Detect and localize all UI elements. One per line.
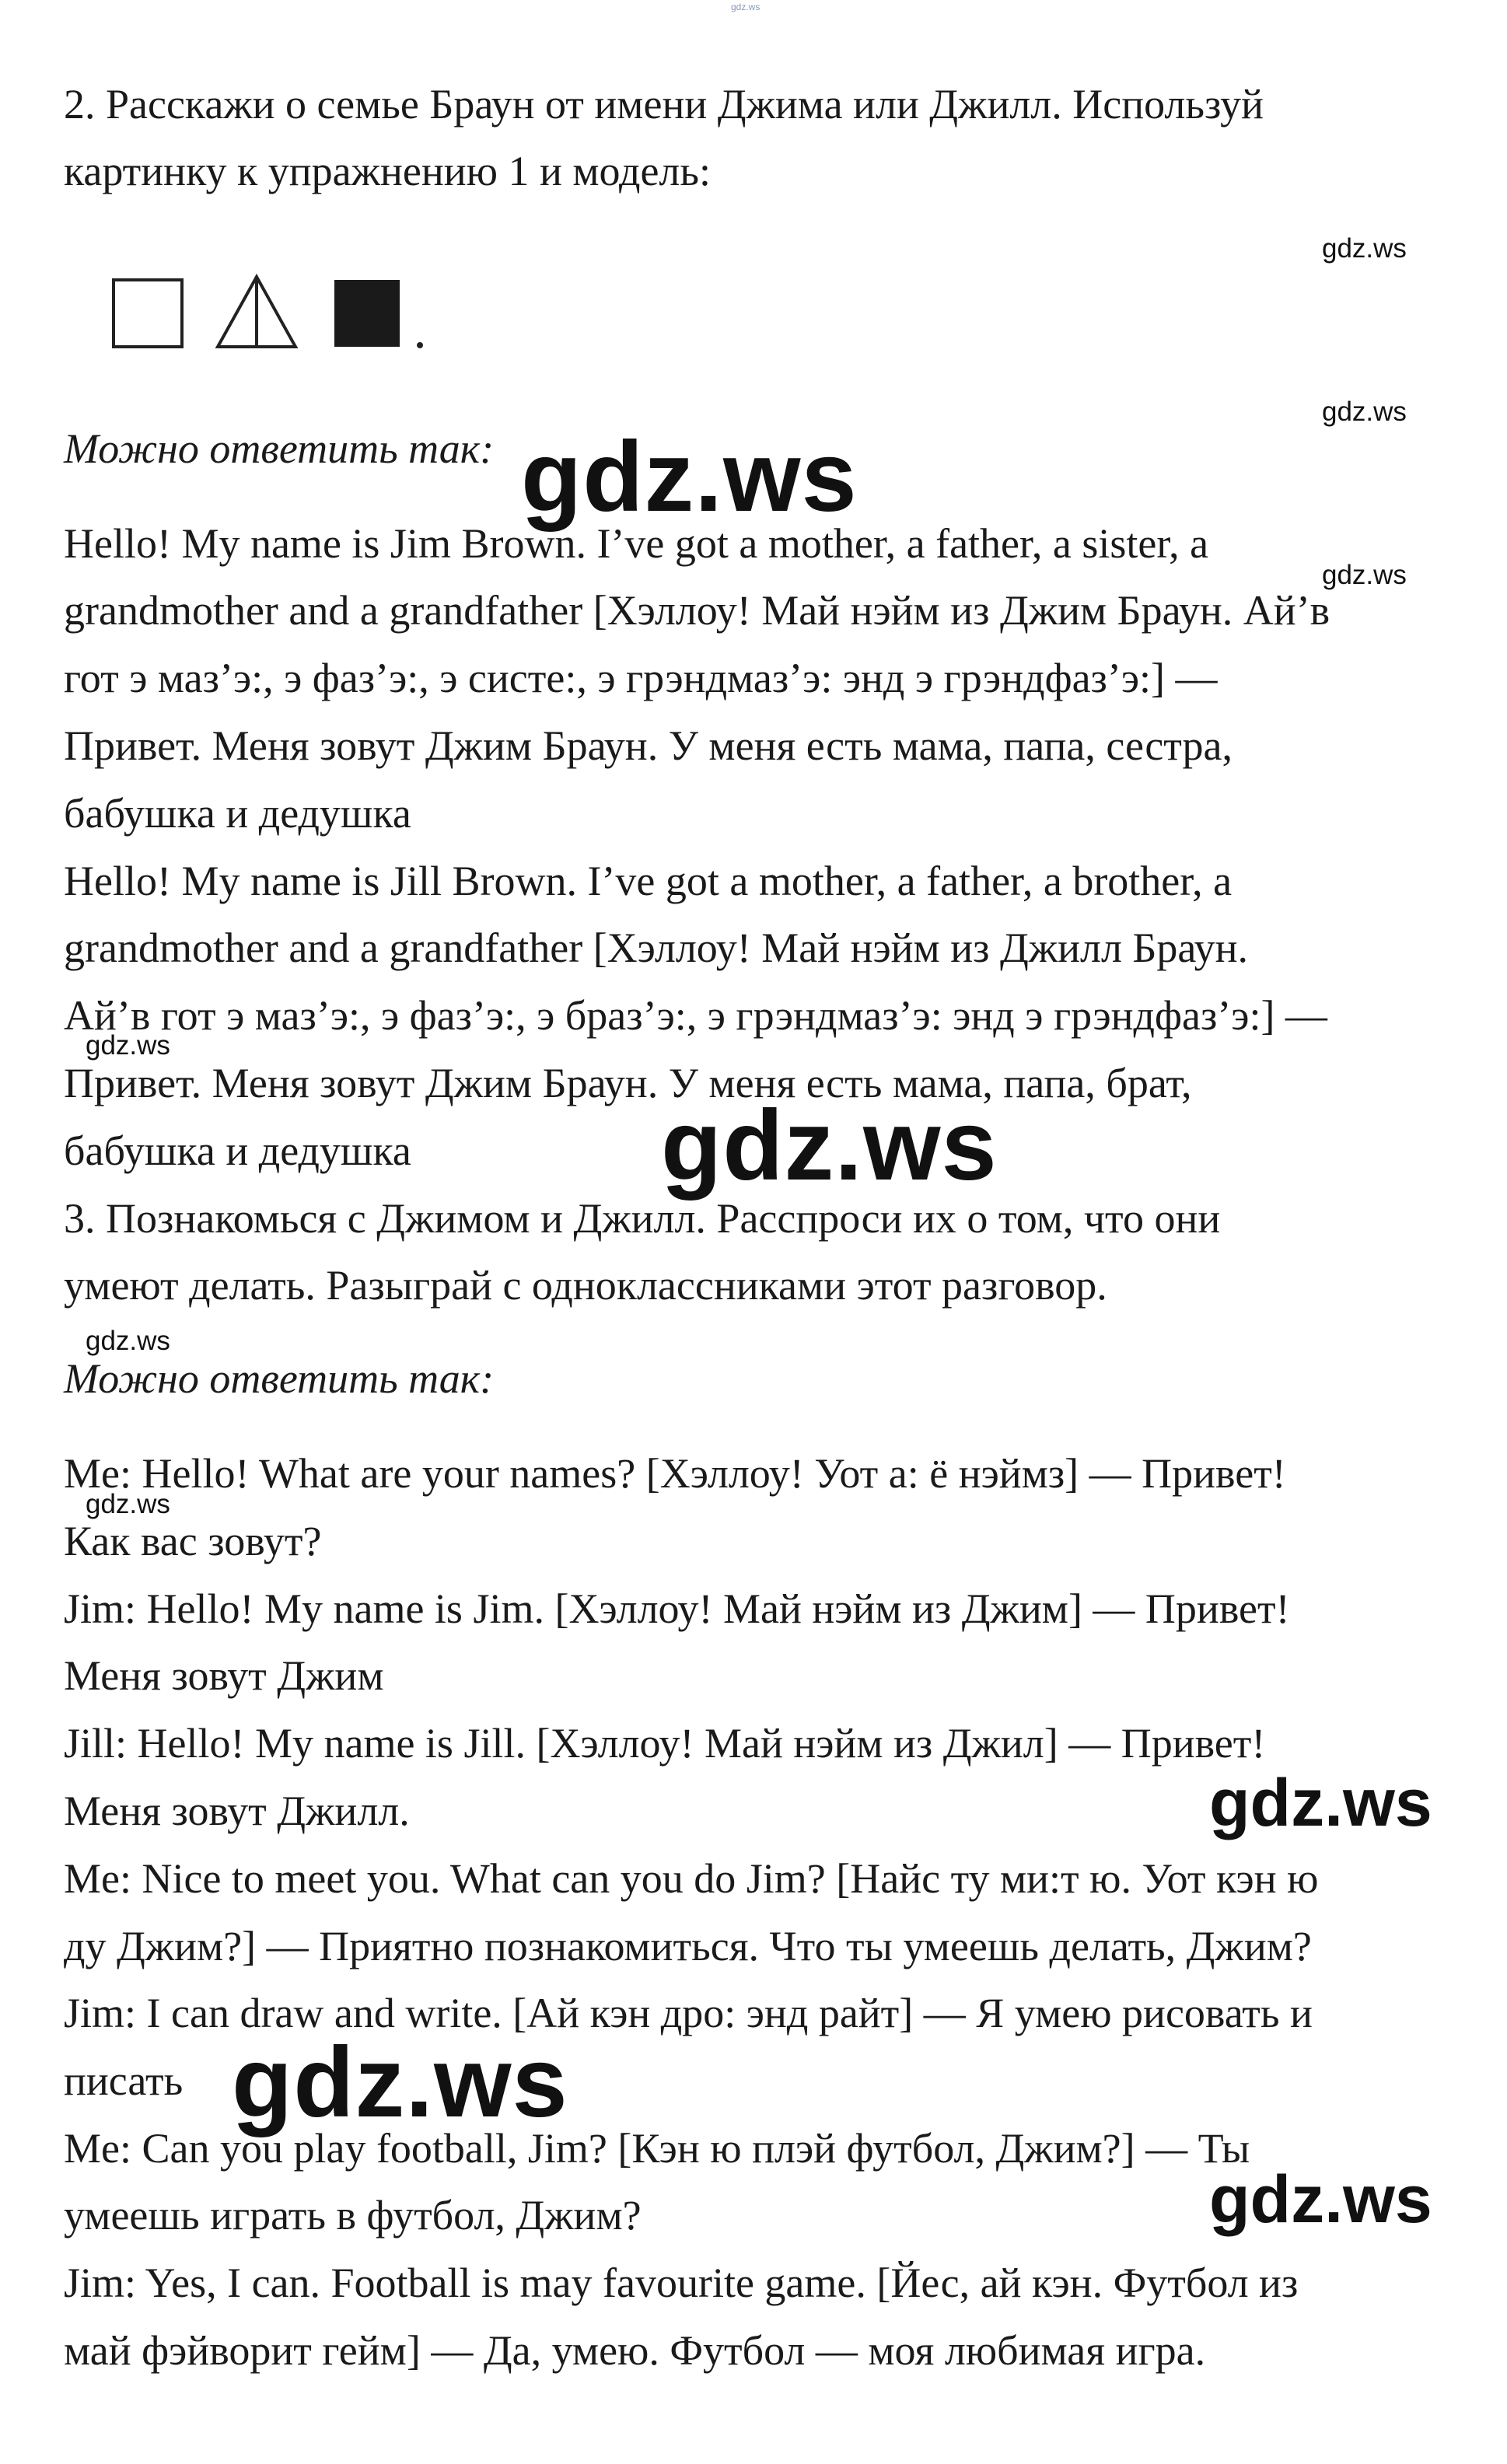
exercise2-text-line: гот э маз’э:, э фаз’э:, э систе:, э грэндмаз’э: энд э грэндфаз’э:] — bbox=[64, 655, 1218, 701]
exercise2-text-line: Привет. Меня зовут Джим Браун. У меня есть мама, папа, сестра, bbox=[64, 722, 1233, 769]
exercise3-text-line: умеешь играть в футбол, Джим? bbox=[64, 2192, 642, 2239]
exercise3-text-line: Jim: Hello! My name is Jim. [Хэллоу! Май нэйм из Джим] — Привет! bbox=[64, 1585, 1290, 1632]
exercise3-text-line: Jim: Yes, I can. Football is may favourite game. [Йес, ай кэн. Футбол из bbox=[64, 2260, 1299, 2306]
watermark-medium: gdz.ws bbox=[1209, 1766, 1432, 1840]
watermark-large: gdz.ws bbox=[661, 1090, 998, 1201]
exercise3-text-line: май фэйворит гейм] — Да, умею. Футбол — моя любимая игра. bbox=[64, 2327, 1206, 2374]
triangle-icon bbox=[218, 277, 295, 347]
exercise2-answer-intro: Можно ответить так: bbox=[64, 425, 495, 472]
watermark-small: gdz.ws bbox=[86, 1030, 170, 1061]
watermark-large: gdz.ws bbox=[232, 2027, 568, 2138]
empty-square-icon bbox=[114, 280, 182, 347]
exercise2-text-line: Привет. Меня зовут Джим Браун. У меня есть мама, папа, брат, bbox=[64, 1060, 1192, 1106]
exercise2-title-line2: картинку к упражнению 1 и модель: bbox=[64, 148, 711, 194]
exercise2-title-line1: 2. Расскажи о семье Браун от имени Джима или Джилл. Используй bbox=[64, 81, 1264, 128]
exercise3-text-line: Me: Nice to meet you. What can you do Jim? [Найс ту ми:т ю. Уот кэн ю bbox=[64, 1855, 1319, 1902]
exercise3-text-line: писать bbox=[64, 2057, 184, 2104]
watermark-small: gdz.ws bbox=[86, 1326, 170, 1356]
exercise3-text-line: Me: Can you play football, Jim? [Кэн ю плэй футбол, Джим?] — Ты bbox=[64, 2125, 1250, 2172]
exercise3-text-line: Jill: Hello! My name is Jill. [Хэллоу! Май нэйм из Джил] — Привет! bbox=[64, 1720, 1266, 1767]
exercise3-text-line: ду Джим?] — Приятно познакомиться. Что ты умеешь делать, Джим? bbox=[64, 1923, 1312, 1969]
watermark-small: gdz.ws bbox=[86, 1489, 170, 1519]
exercise2-text-line: grandmother and a grandfather [Хэллоу! Май нэйм из Джим Браун. Ай’в bbox=[64, 587, 1330, 634]
watermark-large: gdz.ws bbox=[521, 421, 858, 533]
watermark-small: gdz.ws bbox=[1322, 233, 1407, 264]
filled-square-icon bbox=[334, 280, 400, 347]
exercise2-text-line: Ай’в гот э маз’э:, э фаз’э:, э браз’э:, э грэндмаз’э: энд э грэндфаз’э:] — bbox=[64, 992, 1327, 1039]
model-icons bbox=[109, 272, 435, 358]
exercise3-text-line: Jim: I can draw and write. [Ай кэн дро: энд райт] — Я умею рисовать и bbox=[64, 1990, 1313, 2036]
exercise3-text-line: Меня зовут Джим bbox=[64, 1652, 384, 1699]
exercise2-text-line: Hello! My name is Jim Brown. I’ve got a mother, a father, a sister, a bbox=[64, 520, 1209, 567]
watermark-top: gdz.ws bbox=[731, 2, 760, 12]
exercise2-text-line: grandmother and a grandfather [Хэллоу! Май нэйм из Джилл Браун. bbox=[64, 924, 1249, 971]
watermark-small: gdz.ws bbox=[1322, 560, 1407, 590]
exercise2-text-line: бабушка и дедушка bbox=[64, 1127, 411, 1174]
exercise3-text-line: Me: Hello! What are your names? [Хэллоу! Уот а: ё нэймз] — Привет! bbox=[64, 1450, 1286, 1497]
exercise3-answer-intro: Можно ответить так: bbox=[64, 1355, 495, 1402]
exercise3-title-line1: 3. Познакомься с Джимом и Джилл. Расспроси их о том, что они bbox=[64, 1195, 1221, 1242]
exercise3-title-line2: умеют делать. Разыграй с одноклассниками этот разговор. bbox=[64, 1262, 1107, 1309]
exercise2-text-line: Hello! My name is Jill Brown. I’ve got a mother, a father, a brother, a bbox=[64, 858, 1233, 904]
exercise3-text-line: Меня зовут Джилл. bbox=[64, 1788, 410, 1834]
exercise2-text-line: бабушка и дедушка bbox=[64, 790, 411, 837]
watermark-medium: gdz.ws bbox=[1209, 2162, 1432, 2237]
exercise3-text-line: Как вас зовут? bbox=[64, 1518, 322, 1564]
watermark-small: gdz.ws bbox=[1322, 397, 1407, 427]
